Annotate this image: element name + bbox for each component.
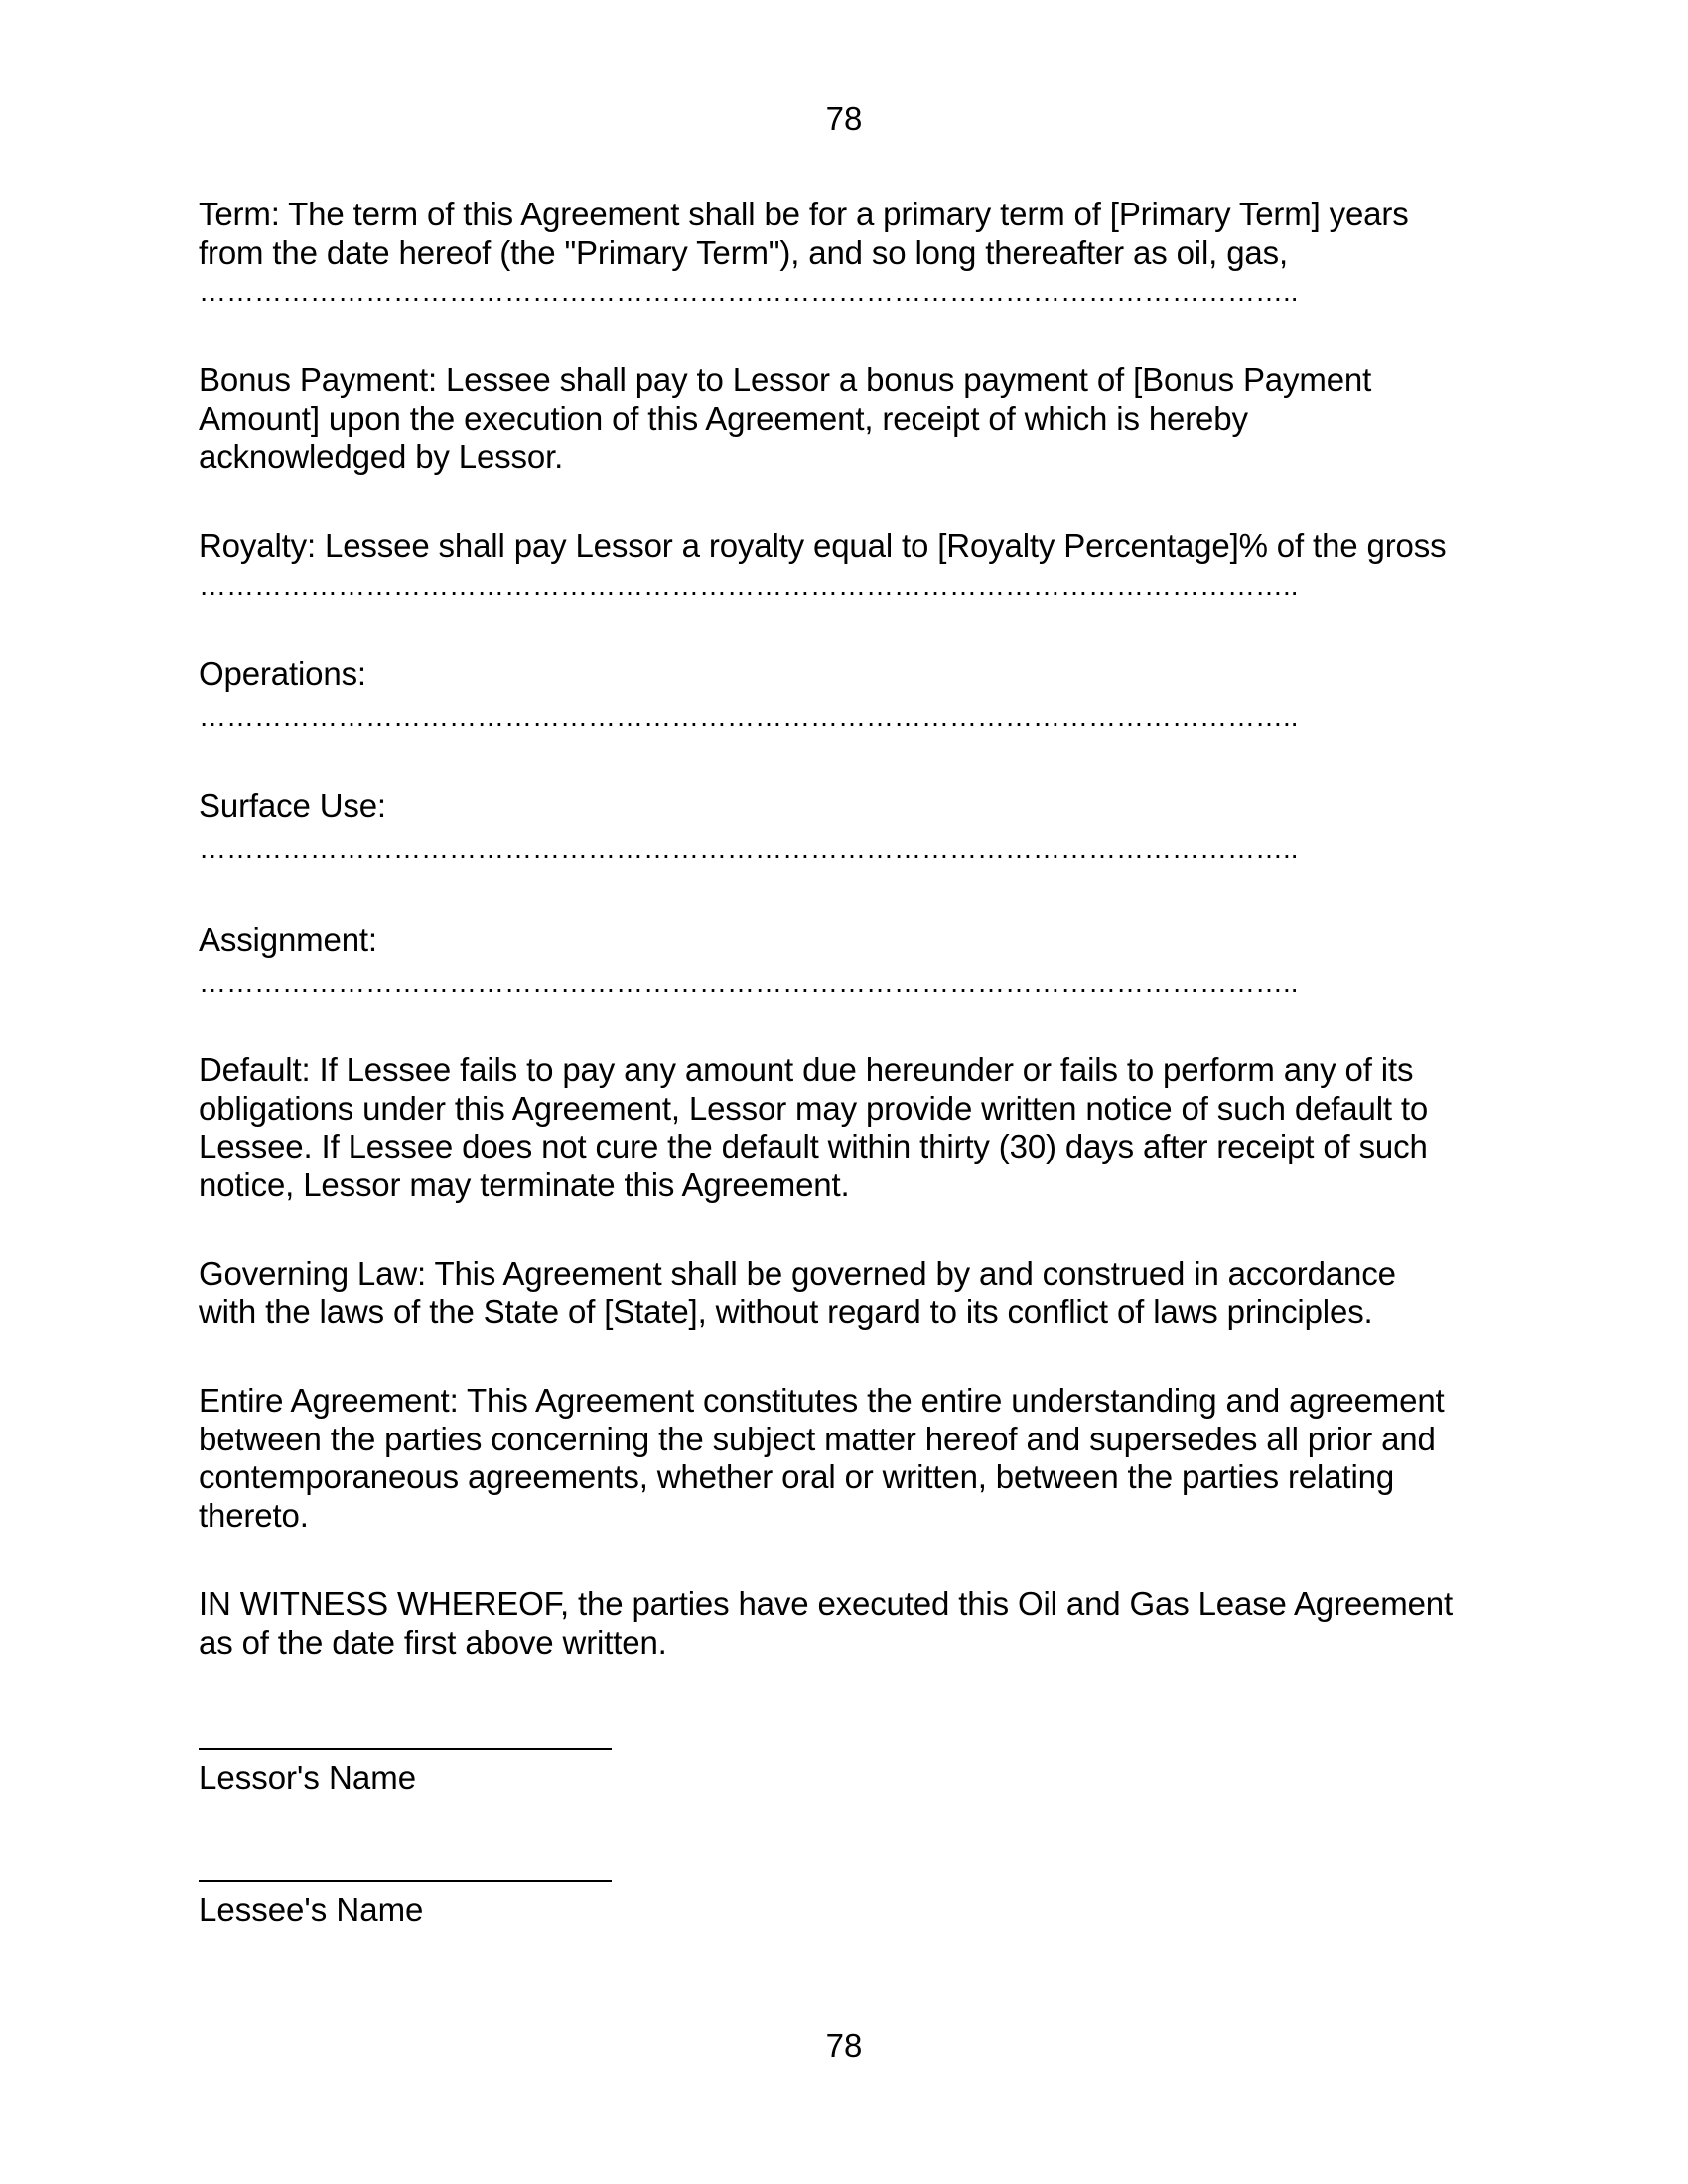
surface-use-heading: Surface Use: — [199, 787, 386, 824]
term-omitted-dots: ……………………………………………………………………………………………………….. — [199, 276, 1299, 308]
surface-use-omitted-dots: ……………………………………………………………………………………………………….. — [199, 832, 1299, 864]
bonus-payment-clause — [199, 361, 1489, 477]
default-line-2: obligations under this Agreement, Lessor may provide written notice of such default to — [199, 1089, 1429, 1127]
default-line-3: Lessee. If Lessee does not cure the default within thirty (30) days after receipt of such — [199, 1128, 1428, 1165]
operations-heading: Operations: — [199, 655, 366, 692]
in-witness-line-1: IN WITNESS WHEREOF, the parties have executed this Oil and Gas Lease Agreement — [199, 1585, 1454, 1622]
assignment-omitted-dots: ……………………………………………………………………………………………………….. — [199, 966, 1299, 998]
header-page-number: 78 — [825, 100, 863, 137]
entire-agreement-line-4: thereto. — [199, 1497, 309, 1535]
operations-clause — [199, 655, 1489, 736]
in-witness-line-2: as of the date first above written. — [199, 1623, 667, 1661]
term-clause — [199, 196, 1489, 311]
royalty-clause — [199, 527, 1489, 605]
operations-omitted-dots: ……………………………………………………………………………………………………….. — [199, 700, 1299, 732]
bonus-line-3: acknowledged by Lessor. — [199, 438, 564, 476]
in-witness-clause — [199, 1585, 1489, 1662]
lessor-name-label: Lessor's Name — [199, 1759, 417, 1796]
entire-agreement-line-1: Entire Agreement: This Agreement constitutes the entire understanding and agreement — [199, 1382, 1445, 1419]
lessor-signature-line — [199, 1748, 612, 1750]
governing-law-line-2: with the laws of the State of [State], without regard to its conflict of laws principles. — [199, 1293, 1373, 1330]
term-line-2: from the date hereof (the "Primary Term"), and so long thereafter as oil, gas, — [199, 233, 1288, 271]
assignment-heading: Assignment: — [199, 921, 377, 958]
governing-law-clause — [199, 1255, 1489, 1331]
royalty-line-1: Royalty: Lessee shall pay Lessor a royalty equal to [Royalty Percentage]% of the gross — [199, 527, 1447, 564]
term-line-1: Term: The term of this Agreement shall be for a primary term of [Primary Term] years — [199, 196, 1409, 232]
entire-agreement-line-3: contemporaneous agreements, whether oral or written, between the parties relating — [199, 1458, 1395, 1496]
default-line-4: notice, Lessor may terminate this Agreement. — [199, 1166, 850, 1204]
entire-agreement-line-2: between the parties concerning the subject matter hereof and supersedes all prior and — [199, 1420, 1436, 1457]
royalty-omitted-dots: ……………………………………………………………………………………………………….. — [199, 569, 1299, 601]
assignment-clause — [199, 921, 1489, 1002]
surface-use-clause — [199, 787, 1489, 868]
footer-page-number: 78 — [825, 2027, 863, 2064]
entire-agreement-clause — [199, 1382, 1489, 1536]
default-clause — [199, 1051, 1489, 1205]
governing-law-line-1: Governing Law: This Agreement shall be governed by and construed in accordance — [199, 1255, 1396, 1292]
lessee-name-label: Lessee's Name — [199, 1891, 424, 1928]
default-line-1: Default: If Lessee fails to pay any amount due hereunder or fails to perform any of its — [199, 1051, 1414, 1088]
bonus-line-2: Amount] upon the execution of this Agreement, receipt of which is hereby — [199, 399, 1248, 437]
lessee-signature-line — [199, 1880, 612, 1882]
bonus-line-1: Bonus Payment: Lessee shall pay to Lessor a bonus payment of [Bonus Payment — [199, 361, 1372, 398]
